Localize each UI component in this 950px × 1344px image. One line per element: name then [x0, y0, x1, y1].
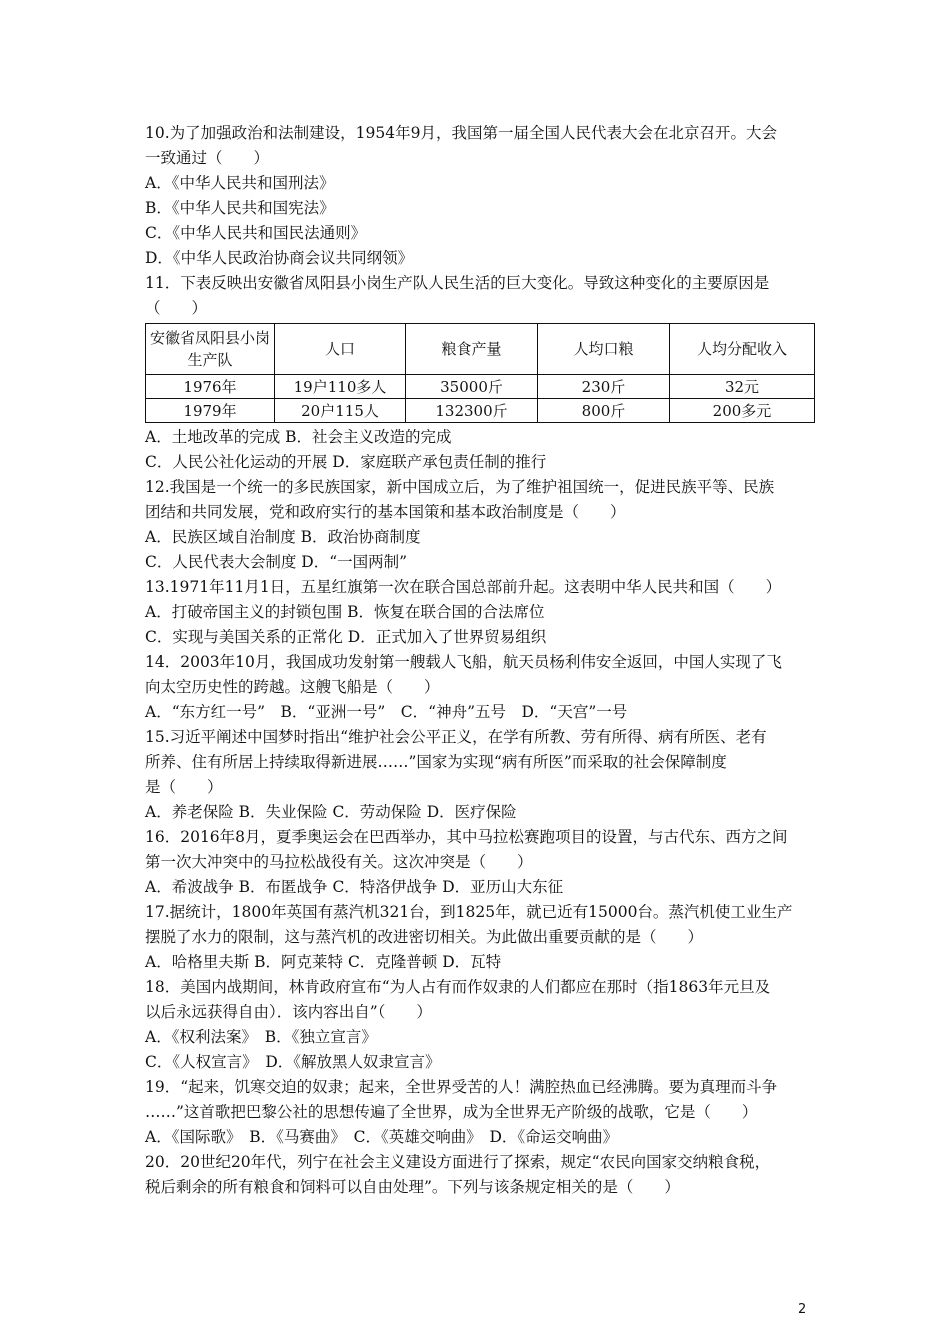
question-13-stem-line-1: 13.1971年11月1日，五星红旗第一次在联合国总部前升起。这表明中华人民共和国（ ） — [145, 578, 782, 596]
question-15-stem-line-1: 15.习近平阐述中国梦时指出“维护社会公平正义，在学有所教、劳有所得、病有所医、老有 — [145, 728, 767, 746]
table-row — [146, 399, 815, 423]
question-13 — [145, 575, 815, 650]
question-11-stem-line-1: 11．下表反映出安徽省凤阳县小岗生产队人民生活的巨大变化。导致这种变化的主要原因是 — [145, 274, 770, 292]
question-14 — [145, 650, 815, 725]
question-10-option-b: B．《中华人民共和国宪法》 — [145, 199, 335, 217]
question-15 — [145, 725, 815, 825]
question-list — [145, 121, 815, 1200]
question-16-options: A．希波战争 B．布匿战争 C．特洛伊战争 D．亚历山大东征 — [145, 878, 564, 896]
question-19 — [145, 1075, 815, 1150]
question-10-option-c: C．《中华人民共和国民法通则》 — [145, 224, 367, 242]
question-17-stem-line-2: 摆脱了水力的限制，这与蒸汽机的改进密切相关。为此做出重要贡献的是（ ） — [145, 928, 704, 946]
question-13-options-ab: A．打破帝国主义的封锁包围 B．恢复在联合国的合法席位 — [145, 603, 545, 621]
question-19-stem-line-1: 19．“起来，饥寒交迫的奴隶；起来，全世界受苦的人！满腔热血已经沸腾。要为真理而斗争 — [145, 1078, 778, 1096]
question-20 — [145, 1150, 815, 1200]
question-17-options: A．哈格里夫斯 B．阿克莱特 C．克隆普顿 D．瓦特 — [145, 953, 502, 971]
question-10-option-d: D．《中华人民政治协商会议共同纲领》 — [145, 249, 414, 267]
question-15-stem-line-2: 所养、住有所居上持续取得新进展……”国家为实现“病有所医”而采取的社会保障制度 — [145, 753, 727, 771]
question-10-stem-line-2: 一致通过（ ） — [145, 149, 270, 167]
question-15-options: A．养老保险 B．失业保险 C．劳动保险 D．医疗保险 — [145, 803, 517, 821]
question-11 — [145, 271, 815, 475]
question-18-stem-line-2: 以后永远获得自由）．该内容出自”（ ） — [145, 1003, 432, 1021]
question-14-options: A．“东方红一号” B．“亚洲一号” C．“神舟”五号 D．“天宫”一号 — [145, 703, 628, 721]
question-20-stem-line-1: 20．20世纪20年代，列宁在社会主义建设方面进行了探索，规定“农民向国家交纳粮食税， — [145, 1153, 771, 1171]
question-12-options-cd: C．人民代表大会制度 D．“一国两制” — [145, 553, 408, 571]
question-11-options-cd: C．人民公社化运动的开展 D．家庭联产承包责任制的推行 — [145, 453, 547, 471]
question-20-stem-line-2: 税后剩余的所有粮食和饲料可以自由处理”。下列与该条规定相关的是（ ） — [145, 1178, 680, 1196]
table-header-cell: 安徽省凤阳县小岗生产队 — [146, 324, 275, 375]
question-12-options-ab: A．民族区域自治制度 B．政治协商制度 — [145, 528, 421, 546]
question-16-stem-line-1: 16．2016年8月，夏季奥运会在巴西举办，其中马拉松赛跑项目的设置，与古代东、西方之间 — [145, 828, 788, 846]
table-cell: 32元 — [670, 375, 815, 399]
question-18-options-ab: A．《权利法案》 B．《独立宣言》 — [145, 1028, 377, 1046]
question-17-stem-line-1: 17.据统计，1800年英国有蒸汽机321台，到1825年，就已近有15000台。蒸汽机使工业生产 — [145, 903, 793, 921]
question-12 — [145, 475, 815, 575]
table-header-cell: 人口 — [275, 324, 406, 375]
table-cell: 1976年 — [146, 375, 275, 399]
question-12-stem-line-2: 团结和共同发展，党和政府实行的基本国策和基本政治制度是（ ） — [145, 503, 626, 521]
question-19-options: A．《国际歌》 B．《马赛曲》 C．《英雄交响曲》 D．《命运交响曲》 — [145, 1128, 619, 1146]
question-11-options-ab: A．土地改革的完成 B．社会主义改造的完成 — [145, 428, 452, 446]
question-11-stem-line-2: （ ） — [145, 299, 208, 317]
page-number: 2 — [798, 1302, 807, 1317]
question-16 — [145, 825, 815, 900]
table-header-cell: 粮食产量 — [406, 324, 538, 375]
question-18 — [145, 975, 815, 1075]
table-cell: 20户115人 — [275, 399, 406, 423]
xiaogang-data-table — [145, 323, 815, 423]
question-12-stem-line-1: 12.我国是一个统一的多民族国家，新中国成立后，为了维护祖国统一，促进民族平等、民族 — [145, 478, 775, 496]
question-14-stem-line-2: 向太空历史性的跨越。这艘飞船是（ ） — [145, 678, 440, 696]
table-cell: 35000斤 — [406, 375, 538, 399]
table-row — [146, 375, 815, 399]
table-cell: 19户110多人 — [275, 375, 406, 399]
question-19-stem-line-2: ……”这首歌把巴黎公社的思想传遍了全世界，成为全世界无产阶级的战歌，它是（ ） — [145, 1103, 758, 1121]
question-10-option-a: A．《中华人民共和国刑法》 — [145, 174, 335, 192]
table-header-row — [146, 324, 815, 375]
question-10-stem-line-1: 10.为了加强政治和法制建设，1954年9月，我国第一届全国人民代表大会在北京召开。大会 — [145, 124, 777, 142]
question-13-options-cd: C．实现与美国关系的正常化 D．正式加入了世界贸易组织 — [145, 628, 547, 646]
question-18-stem-line-1: 18．美国内战期间，林肯政府宣布“为人占有而作奴隶的人们都应在那时（指1863年元旦及 — [145, 978, 771, 996]
table-header-cell: 人均分配收入 — [670, 324, 815, 375]
question-16-stem-line-2: 第一次大冲突中的马拉松战役有关。这次冲突是（ ） — [145, 853, 533, 871]
question-14-stem-line-1: 14．2003年10月，我国成功发射第一艘载人飞船，航天员杨利伟安全返回，中国人实现了飞 — [145, 653, 782, 671]
question-15-stem-line-3: 是（ ） — [145, 778, 223, 796]
table-cell: 800斤 — [538, 399, 670, 423]
table-cell: 1979年 — [146, 399, 275, 423]
question-10 — [145, 121, 815, 271]
question-18-options-cd: C．《人权宣言》 D．《解放黑人奴隶宣言》 — [145, 1053, 441, 1071]
table-header-cell: 人均口粮 — [538, 324, 670, 375]
table-cell: 132300斤 — [406, 399, 538, 423]
question-17 — [145, 900, 815, 975]
table-cell: 230斤 — [538, 375, 670, 399]
table-cell: 200多元 — [670, 399, 815, 423]
